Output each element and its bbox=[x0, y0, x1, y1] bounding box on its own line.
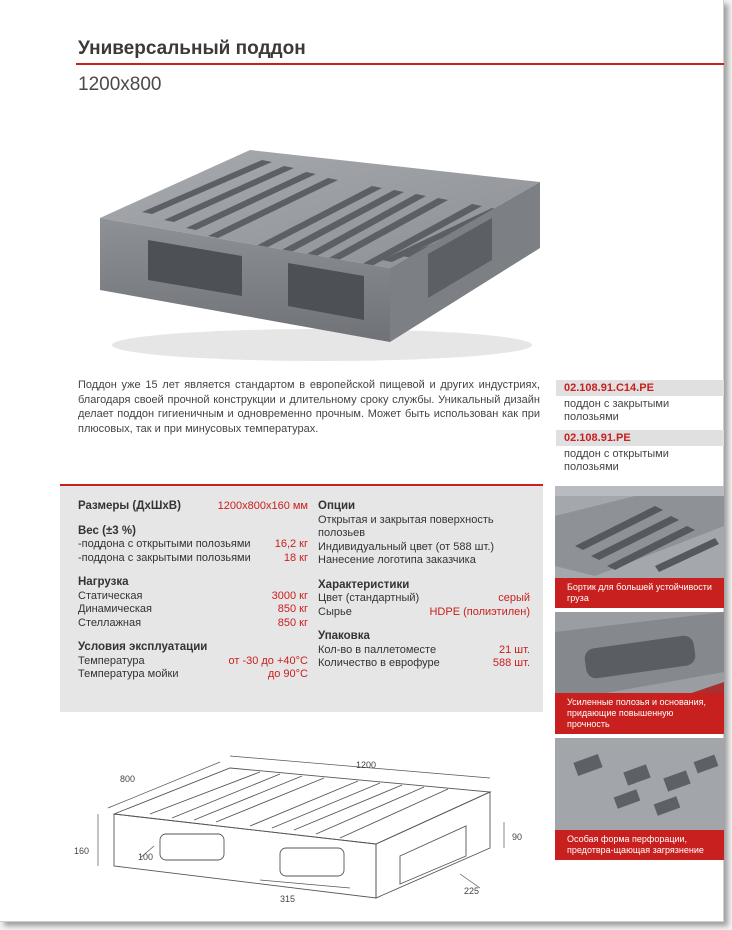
product-code: 02.108.91.C14.PE bbox=[556, 380, 724, 396]
product-code: 02.108.91.PE bbox=[556, 430, 724, 446]
dimensions-value: 1200x800x160 мм bbox=[217, 500, 308, 512]
dim-runner-height: 90 bbox=[512, 832, 523, 842]
option-item: полозьев bbox=[318, 527, 366, 539]
spec-weight bbox=[78, 525, 308, 566]
dimensions-label: Размеры (ДхШхВ) bbox=[78, 500, 181, 512]
wash-temp-value: до 90°C bbox=[267, 668, 308, 680]
product-code-desc: поддон с открытыми полозьями bbox=[564, 448, 669, 473]
color-label: Цвет (стандартный) bbox=[318, 592, 420, 604]
code-item bbox=[556, 380, 724, 424]
option-item: Открытая и закрытая поверхность bbox=[318, 513, 494, 526]
photo-caption: Особая форма перфорации, предотвра-щающая загрязнение bbox=[555, 830, 724, 860]
load-dynamic-label: Динамическая bbox=[78, 603, 152, 615]
pallet-qty-value: 21 шт. bbox=[499, 643, 530, 656]
operating-temp-value: от -30 до +40°C bbox=[228, 654, 308, 667]
weight-heading: Вес (±3 %) bbox=[78, 524, 136, 537]
product-code-desc: поддон с закрытыми полозьями bbox=[564, 398, 670, 423]
characteristics-heading: Характеристики bbox=[318, 578, 410, 591]
load-static-label: Статическая bbox=[78, 589, 143, 602]
dim-opening: 100 bbox=[138, 852, 154, 862]
weight-open-value: 16,2 кг bbox=[274, 538, 308, 550]
page-title: Универсальный поддон bbox=[78, 38, 306, 59]
spec-operating bbox=[78, 641, 308, 682]
load-rack-value: 850 кг bbox=[277, 616, 308, 629]
page-subtitle: 1200x800 bbox=[78, 74, 162, 95]
truck-qty-label: Количество в еврофуре bbox=[318, 657, 440, 669]
spec-options bbox=[318, 500, 530, 568]
weight-closed-label: -поддона с закрытыми полозьями bbox=[78, 551, 251, 564]
description-text: Поддон уже 15 лет является стандартом в европейской пищевой и других индустриях, благодаря своей прочной конструкции и длительному сроку службы. Уникальный дизайн делает поддон гигиеничным и одновременно прочным. Может быть использован как при плюсовых, так и при минусовых температурах. bbox=[78, 379, 540, 435]
pallet-qty-label: Кол-во в паллетоместе bbox=[318, 643, 437, 656]
photo-caption: Усиленные полозья и основания, придающие повышенную прочность bbox=[555, 693, 724, 734]
detail-photo-runners bbox=[555, 612, 724, 734]
spec-dimensions bbox=[78, 500, 308, 514]
option-item: Нанесение логотипа заказчика bbox=[318, 554, 476, 566]
photo-caption: Бортик для большей устойчивости груза bbox=[555, 578, 724, 608]
dim-opening-width: 315 bbox=[280, 894, 296, 904]
code-item bbox=[556, 430, 724, 474]
load-rack-label: Стеллажная bbox=[78, 616, 142, 629]
pallet-hero-image bbox=[72, 120, 562, 370]
weight-open-label: -поддона с открытыми полозьями bbox=[78, 538, 251, 550]
dim-height: 160 bbox=[74, 846, 90, 856]
load-static-value: 3000 кг bbox=[271, 589, 308, 602]
title-divider bbox=[76, 63, 724, 65]
wash-temp-label: Температура мойки bbox=[78, 668, 179, 680]
spec-column-right bbox=[318, 500, 530, 682]
detail-photo-perforation bbox=[555, 738, 724, 860]
spec-load bbox=[78, 576, 308, 630]
spec-packing bbox=[318, 630, 530, 671]
detail-photo-rim bbox=[555, 486, 724, 608]
dim-width: 800 bbox=[120, 774, 136, 784]
spec-column-left bbox=[78, 500, 308, 693]
spec-panel bbox=[60, 484, 543, 712]
dimension-diagram bbox=[74, 748, 540, 913]
option-item: Индивидуальный цвет (от 588 шт.) bbox=[318, 540, 495, 553]
load-heading: Нагрузка bbox=[78, 576, 129, 588]
operating-temp-label: Температура bbox=[78, 654, 145, 667]
material-value: HDPE (полиэтилен) bbox=[429, 605, 530, 618]
packing-heading: Упаковка bbox=[318, 630, 370, 642]
operating-heading: Условия эксплуатации bbox=[78, 641, 208, 653]
material-label: Сырье bbox=[318, 605, 352, 618]
weight-closed-value: 18 кг bbox=[283, 551, 308, 564]
options-heading: Опции bbox=[318, 500, 356, 512]
product-codes bbox=[556, 380, 724, 480]
load-dynamic-value: 850 кг bbox=[277, 603, 308, 615]
spec-characteristics bbox=[318, 579, 530, 620]
dim-block-width: 225 bbox=[464, 886, 480, 896]
color-value: серый bbox=[498, 592, 530, 604]
truck-qty-value: 588 шт. bbox=[492, 657, 530, 669]
dim-length: 1200 bbox=[356, 760, 377, 770]
